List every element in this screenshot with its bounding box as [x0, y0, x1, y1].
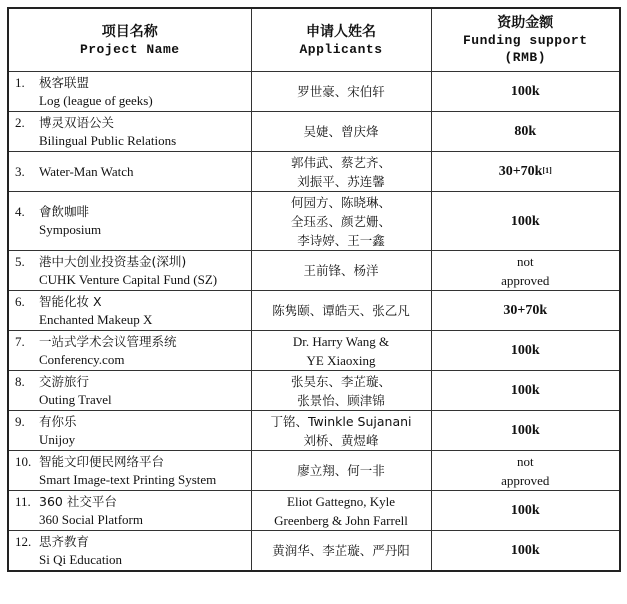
funding-cell	[431, 112, 620, 152]
funding-cell	[431, 72, 620, 112]
applicant-line: 丁铭、Twinkle Sujanani	[270, 413, 412, 429]
header-applicants-en: Applicants	[299, 41, 383, 57]
project-cell	[8, 491, 251, 531]
applicant-line: 王前锋、杨洋	[303, 263, 379, 278]
project-name-cn: 极客联盟	[39, 74, 90, 90]
applicant-line: 黄润华、李芷璇、严丹阳	[272, 543, 410, 558]
applicant-line: 廖立翔、何一非	[297, 463, 385, 478]
table-row	[8, 112, 620, 152]
applicants-cell	[251, 331, 431, 371]
applicants-cell	[251, 192, 431, 251]
table-header-row	[8, 8, 620, 72]
funding-cell	[431, 491, 620, 531]
project-line	[15, 413, 251, 431]
project-line	[15, 114, 251, 132]
funding-amount: 100k	[510, 503, 540, 518]
applicant-line: YE Xiaoxing	[306, 352, 376, 368]
project-name-cn: 思齐教育	[39, 533, 90, 549]
project-name-en: Bilingual Public Relations	[39, 132, 177, 148]
project-cell	[8, 72, 251, 112]
funding-cell	[431, 251, 620, 291]
applicants-cell	[251, 411, 431, 451]
table-row	[8, 291, 620, 331]
funding-status-line: not	[516, 253, 534, 269]
header-project-cn: 项目名称	[101, 23, 158, 40]
project-name-en: Enchanted Makeup X	[39, 311, 153, 327]
funding-cell	[431, 371, 620, 411]
project-number: 9.	[15, 413, 25, 429]
applicants-cell	[251, 451, 431, 491]
project-name-cn: 會飲咖啡	[39, 204, 90, 219]
project-line	[15, 253, 251, 271]
project-cell	[8, 331, 251, 371]
applicants-cell	[251, 251, 431, 291]
project-number: 1.	[15, 74, 25, 90]
table-body	[8, 72, 620, 572]
project-number: 7.	[15, 333, 25, 349]
funding-cell	[431, 192, 620, 251]
applicant-line: 全珏丞、颜艺姗、	[290, 213, 391, 229]
table-row	[8, 331, 620, 371]
project-line	[15, 74, 251, 92]
applicants-cell	[251, 152, 431, 192]
applicant-line: 张景怡、顾津锦	[297, 392, 385, 408]
applicant-line: 吴婕、曾庆烽	[303, 124, 379, 139]
funding-status-line: approved	[501, 272, 550, 288]
applicants-cell	[251, 291, 431, 331]
project-line	[15, 293, 251, 311]
table-row	[8, 531, 620, 572]
table-row	[8, 72, 620, 112]
applicant-line: 张昊东、李芷璇、	[290, 373, 391, 389]
funding-cell	[431, 291, 620, 331]
project-name-cn: 博灵双语公关	[39, 114, 115, 130]
applicant-line: 郭伟武、蔡艺齐、	[290, 154, 391, 170]
funding-table-wrapper	[7, 7, 621, 572]
project-number: 11.	[15, 493, 31, 509]
project-cell	[8, 192, 251, 251]
project-name-en: Symposium	[39, 222, 102, 237]
project-name-cn: 360 社交平台	[39, 493, 117, 509]
applicant-line: 刘振平、苏连馨	[297, 173, 385, 189]
funding-amount: 100k	[510, 213, 540, 229]
applicant-line: 李诗婷、王一鑫	[297, 232, 385, 248]
applicant-line: Dr. Harry Wang &	[292, 333, 390, 349]
project-number: 8.	[15, 373, 25, 389]
project-number: 10.	[15, 453, 32, 469]
table-row	[8, 411, 620, 451]
project-name-cn: 智能文印便民网络平台	[39, 453, 165, 469]
project-number: 3.	[15, 163, 25, 179]
applicants-cell	[251, 531, 431, 572]
project-name-en: Si Qi Education	[39, 551, 123, 567]
project-line	[15, 163, 251, 181]
funding-cell	[431, 152, 620, 192]
project-number: 4.	[15, 204, 25, 219]
header-funding-en: Funding support	[462, 33, 588, 48]
header-project-en: Project Name	[79, 41, 180, 57]
project-line	[15, 533, 251, 551]
table-row	[8, 192, 620, 251]
funding-status-line: approved	[501, 472, 550, 488]
project-cell	[8, 371, 251, 411]
table-row	[8, 451, 620, 491]
project-cell	[8, 112, 251, 152]
project-line	[15, 493, 251, 511]
project-line	[15, 373, 251, 391]
project-name-en: Conferency.com	[39, 351, 125, 367]
table-row	[8, 371, 620, 411]
funding-table	[7, 7, 621, 572]
project-cell	[8, 531, 251, 572]
project-cell	[8, 451, 251, 491]
header-funding	[431, 8, 620, 72]
funding-cell	[431, 531, 620, 572]
project-line	[15, 453, 251, 471]
applicant-line: 何园方、陈晓琳、	[290, 194, 391, 210]
project-name-cn: 交游旅行	[39, 373, 90, 389]
funding-cell	[431, 411, 620, 451]
project-name-cn: 一站式学术会议管理系统	[39, 333, 177, 349]
funding-cell	[431, 451, 620, 491]
table-row	[8, 251, 620, 291]
header-applicants	[251, 8, 431, 72]
applicant-line: 罗世豪、宋伯轩	[297, 84, 385, 99]
applicant-line: 刘桥、黄煜峰	[303, 432, 379, 448]
project-number: 12.	[15, 533, 32, 549]
header-funding-cn: 资助金额	[497, 15, 554, 31]
project-cell	[8, 411, 251, 451]
header-applicants-cn: 申请人姓名	[306, 23, 376, 40]
applicants-cell	[251, 371, 431, 411]
project-name-en: Water-Man Watch	[39, 163, 134, 179]
applicant-line: 陈隽颐、谭皓天、张乙凡	[272, 303, 410, 318]
funding-amount: 100k	[510, 543, 540, 558]
project-number: 6.	[15, 293, 25, 309]
project-cell	[8, 251, 251, 291]
funding-amount: 100k	[510, 343, 540, 358]
applicants-cell	[251, 72, 431, 112]
project-name-cn: 港中大创业投资基金(深圳)	[39, 253, 187, 269]
project-name-en: Unijoy	[39, 431, 76, 447]
applicants-cell	[251, 112, 431, 152]
project-cell	[8, 152, 251, 192]
funding-amount: 30+70k	[503, 303, 548, 318]
project-cell	[8, 291, 251, 331]
funding-status-line: not	[516, 453, 534, 469]
funding-amount: 30+70k	[498, 164, 543, 179]
applicant-line: Eliot Gattegno, Kyle	[287, 493, 395, 509]
project-line	[15, 333, 251, 351]
funding-amount: 80k	[514, 124, 537, 139]
header-project	[8, 8, 251, 72]
project-name-en: Smart Image-text Printing System	[39, 471, 217, 487]
funding-amount: 100k	[510, 84, 540, 99]
project-name-cn: 智能化妆 X	[39, 293, 102, 309]
table-row	[8, 491, 620, 531]
project-number: 5.	[15, 253, 25, 269]
project-name-en: Log (league of geeks)	[39, 92, 153, 108]
table-row	[8, 152, 620, 192]
project-name-en: 360 Social Platform	[39, 511, 143, 527]
project-name-cn: 有你乐	[39, 413, 77, 429]
project-line	[15, 203, 251, 221]
applicant-line: Greenberg & John Farrell	[274, 512, 408, 528]
footnote-marker: [1]	[542, 166, 552, 175]
project-name-en: CUHK Venture Capital Fund (SZ)	[39, 271, 218, 287]
funding-amount: 100k	[510, 423, 540, 438]
project-name-en: Outing Travel	[39, 391, 112, 407]
project-number: 2.	[15, 114, 25, 130]
funding-amount: 100k	[510, 383, 540, 398]
header-funding-unit: (RMB)	[504, 50, 546, 65]
funding-cell	[431, 331, 620, 371]
applicants-cell	[251, 491, 431, 531]
